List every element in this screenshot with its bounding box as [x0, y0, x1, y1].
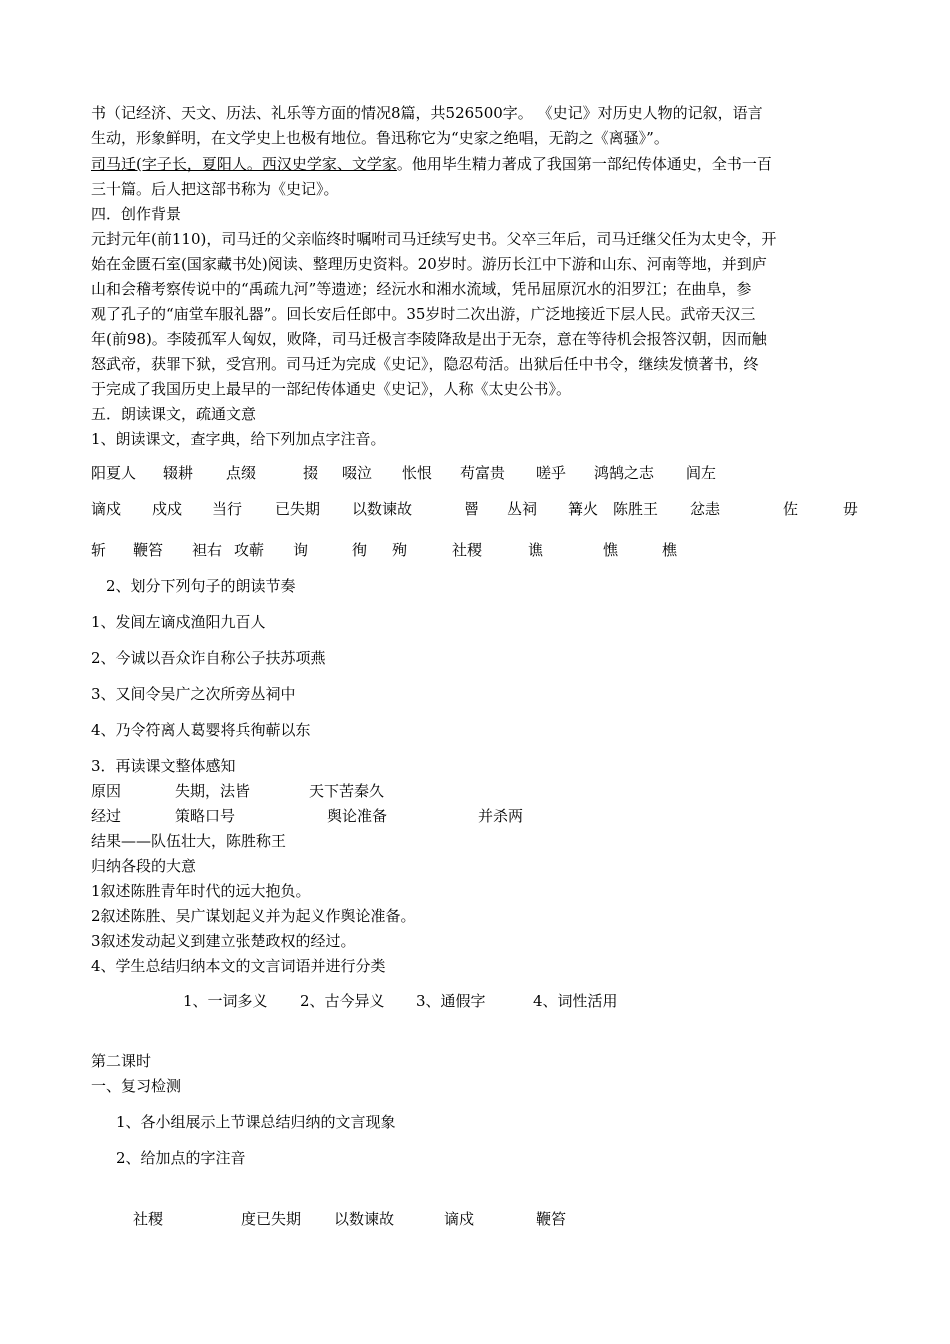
- category-item: 2、古今异义: [300, 992, 385, 1010]
- review-item-2: 2、给加点的字注音: [116, 1149, 246, 1167]
- sentence-item: 3、又间令吴广之次所旁丛祠中: [91, 685, 296, 703]
- process-row: [0, 806, 950, 826]
- word-item: 鞭笞: [133, 541, 164, 559]
- sentence-item: 4、乃令符离人葛婴将兵徇蕲以东: [91, 721, 311, 739]
- section4-line: 观了孔子的“庙堂车服礼器”。回长安后任郎中。35岁时二次出游，广泛地接近下层人民。武帝天汉三: [91, 305, 756, 323]
- para1-line2: 生动，形象鲜明，在文学史上也极有地位。鲁迅称它为“史家之绝唱，无韵之《离骚》”。: [91, 129, 669, 147]
- word-item: 陈胜王: [613, 500, 659, 518]
- summary-heading: 归纳各段的大意: [91, 857, 197, 875]
- section4-line: 于完成了我国历史上最早的一部纪传体通史《史记》，人称《太史公书》。: [91, 380, 572, 398]
- section4-line: 始在金匮石室(国家藏书处)阅读、整理历史资料。20岁时。游历长江中下游和山东、河南等地，并到庐: [91, 255, 767, 273]
- review-item-1: 1、各小组展示上节课总结归纳的文言现象: [116, 1113, 396, 1131]
- summary-item: 1叙述陈胜青年时代的远大抱负。: [91, 882, 311, 900]
- task2: 2、划分下列句子的朗读节奏: [106, 577, 296, 595]
- task3: 3．再读课文整体感知: [91, 757, 236, 775]
- word-item: 谪戍: [444, 1210, 475, 1228]
- section4-line: 年(前98)。李陵孤军人匈奴，败降，司马迁极言李陵降敌是出于无奈，意在等待机会报答汉朝，因而触: [91, 330, 767, 348]
- word-item: 谪戍: [91, 500, 122, 518]
- author-line2: 三十篇。后人把这部书称为《史记》。: [91, 180, 339, 198]
- process-c: 并杀两: [478, 807, 524, 825]
- word-item: 鞭笞: [536, 1210, 567, 1228]
- para1-line1: 书（记经济、天文、历法、礼乐等方面的情况8篇，共526500字。 《史记》对历史人物的记叙，语言: [91, 104, 763, 122]
- words-row-3: [0, 540, 950, 560]
- word-item: 忿恚: [690, 500, 721, 518]
- word-item: 以数谏故: [334, 1210, 395, 1228]
- word-item: 罾: [464, 500, 480, 518]
- word-item: 询: [293, 541, 309, 559]
- section4-line: 元封元年(前110)，司马迁的父亲临终时嘱咐司马迁续写史书。父卒三年后，司马迁继父任为太史令，开: [91, 230, 777, 248]
- words-row-2: [0, 499, 950, 519]
- word-item: 闾左: [686, 464, 717, 482]
- author-rest: 。他用毕生精力著成了我国第一部纪传体通史，全书一百: [396, 155, 772, 173]
- word-item: 丛祠: [507, 500, 538, 518]
- category-item: 3、通假字: [416, 992, 486, 1010]
- word-item: 辍耕: [163, 464, 194, 482]
- word-item: 点缀: [226, 464, 257, 482]
- sentence-item: 2、今诚以吾众诈自称公子扶苏项燕: [91, 649, 326, 667]
- review-heading: 一、复习检测: [91, 1077, 182, 1095]
- summary-item: 3叙述发动起义到建立张楚政权的经过。: [91, 932, 356, 950]
- section4-line: 山和会稽考察传说中的“禹疏九河”等遗迹；经沅水和湘水流域，凭吊屈原沉水的汨罗江；在曲阜，参: [91, 280, 752, 298]
- word-item: 憔: [603, 541, 619, 559]
- word-item: 嗟乎: [536, 464, 567, 482]
- category-item: 4、词性活用: [533, 992, 618, 1010]
- word-item: 樵: [662, 541, 678, 559]
- author-line1: [91, 154, 772, 174]
- cause-a: 失期，法皆: [175, 782, 251, 800]
- lesson2-words-row: [0, 1209, 950, 1229]
- word-item: 社稷: [452, 541, 483, 559]
- word-item: 苟富贵: [460, 464, 506, 482]
- author-underlined: 司马迁(字子长，夏阳人。西汉史学家、文学家: [91, 155, 397, 173]
- cause-b: 天下苦秦久: [309, 782, 385, 800]
- word-item: 徇: [352, 541, 368, 559]
- section4-line: 怒武帝，获罪下狱，受宫刑。司马迁为完成《史记》，隐忍苟活。出狱后任中书令，继续发愤著书，终: [91, 355, 759, 373]
- words-row-1: [0, 463, 950, 483]
- word-item: 怅恨: [402, 464, 433, 482]
- word-item: 阳夏人: [91, 464, 137, 482]
- summary-item: 2叙述陈胜、吴广谋划起义并为起义作舆论准备。: [91, 907, 416, 925]
- sentence-item: 1、发闾左谪戍渔阳九百人: [91, 613, 266, 631]
- lesson2-heading: 第二课时: [91, 1052, 152, 1070]
- word-item: 度已失期: [241, 1210, 302, 1228]
- categories-row: [0, 991, 950, 1011]
- word-item: 戍戍: [152, 500, 183, 518]
- word-item: 袒右: [192, 541, 223, 559]
- section4-heading: 四．创作背景: [91, 205, 182, 223]
- word-item: 已失期: [275, 500, 321, 518]
- task4: 4、学生总结归纳本文的文言词语并进行分类: [91, 957, 386, 975]
- cause-row: [0, 781, 950, 801]
- process-b: 舆论准备: [327, 807, 388, 825]
- process-label: 经过: [91, 807, 122, 825]
- word-item: 掇: [303, 464, 319, 482]
- cause-label: 原因: [91, 782, 122, 800]
- word-item: 谯: [528, 541, 544, 559]
- word-item: 啜泣: [342, 464, 373, 482]
- word-item: 以数谏故: [352, 500, 413, 518]
- word-item: 篝火: [568, 500, 599, 518]
- word-item: 攻蕲: [234, 541, 265, 559]
- category-item: 1、一词多义: [183, 992, 268, 1010]
- word-item: 佐: [783, 500, 799, 518]
- section5-heading: 五．朗读课文，疏通文意: [91, 405, 257, 423]
- word-item: 鸿鹄之志: [594, 464, 655, 482]
- word-item: 殉: [392, 541, 408, 559]
- result-line: 结果——队伍壮大，陈胜称王: [91, 832, 287, 850]
- word-item: 社稷: [133, 1210, 164, 1228]
- word-item: 当行: [212, 500, 243, 518]
- word-item: 斩: [91, 541, 107, 559]
- process-a: 策略口号: [175, 807, 236, 825]
- word-item: 毋: [843, 500, 859, 518]
- task1: 1、朗读课文，查字典，给下列加点字注音。: [91, 430, 386, 448]
